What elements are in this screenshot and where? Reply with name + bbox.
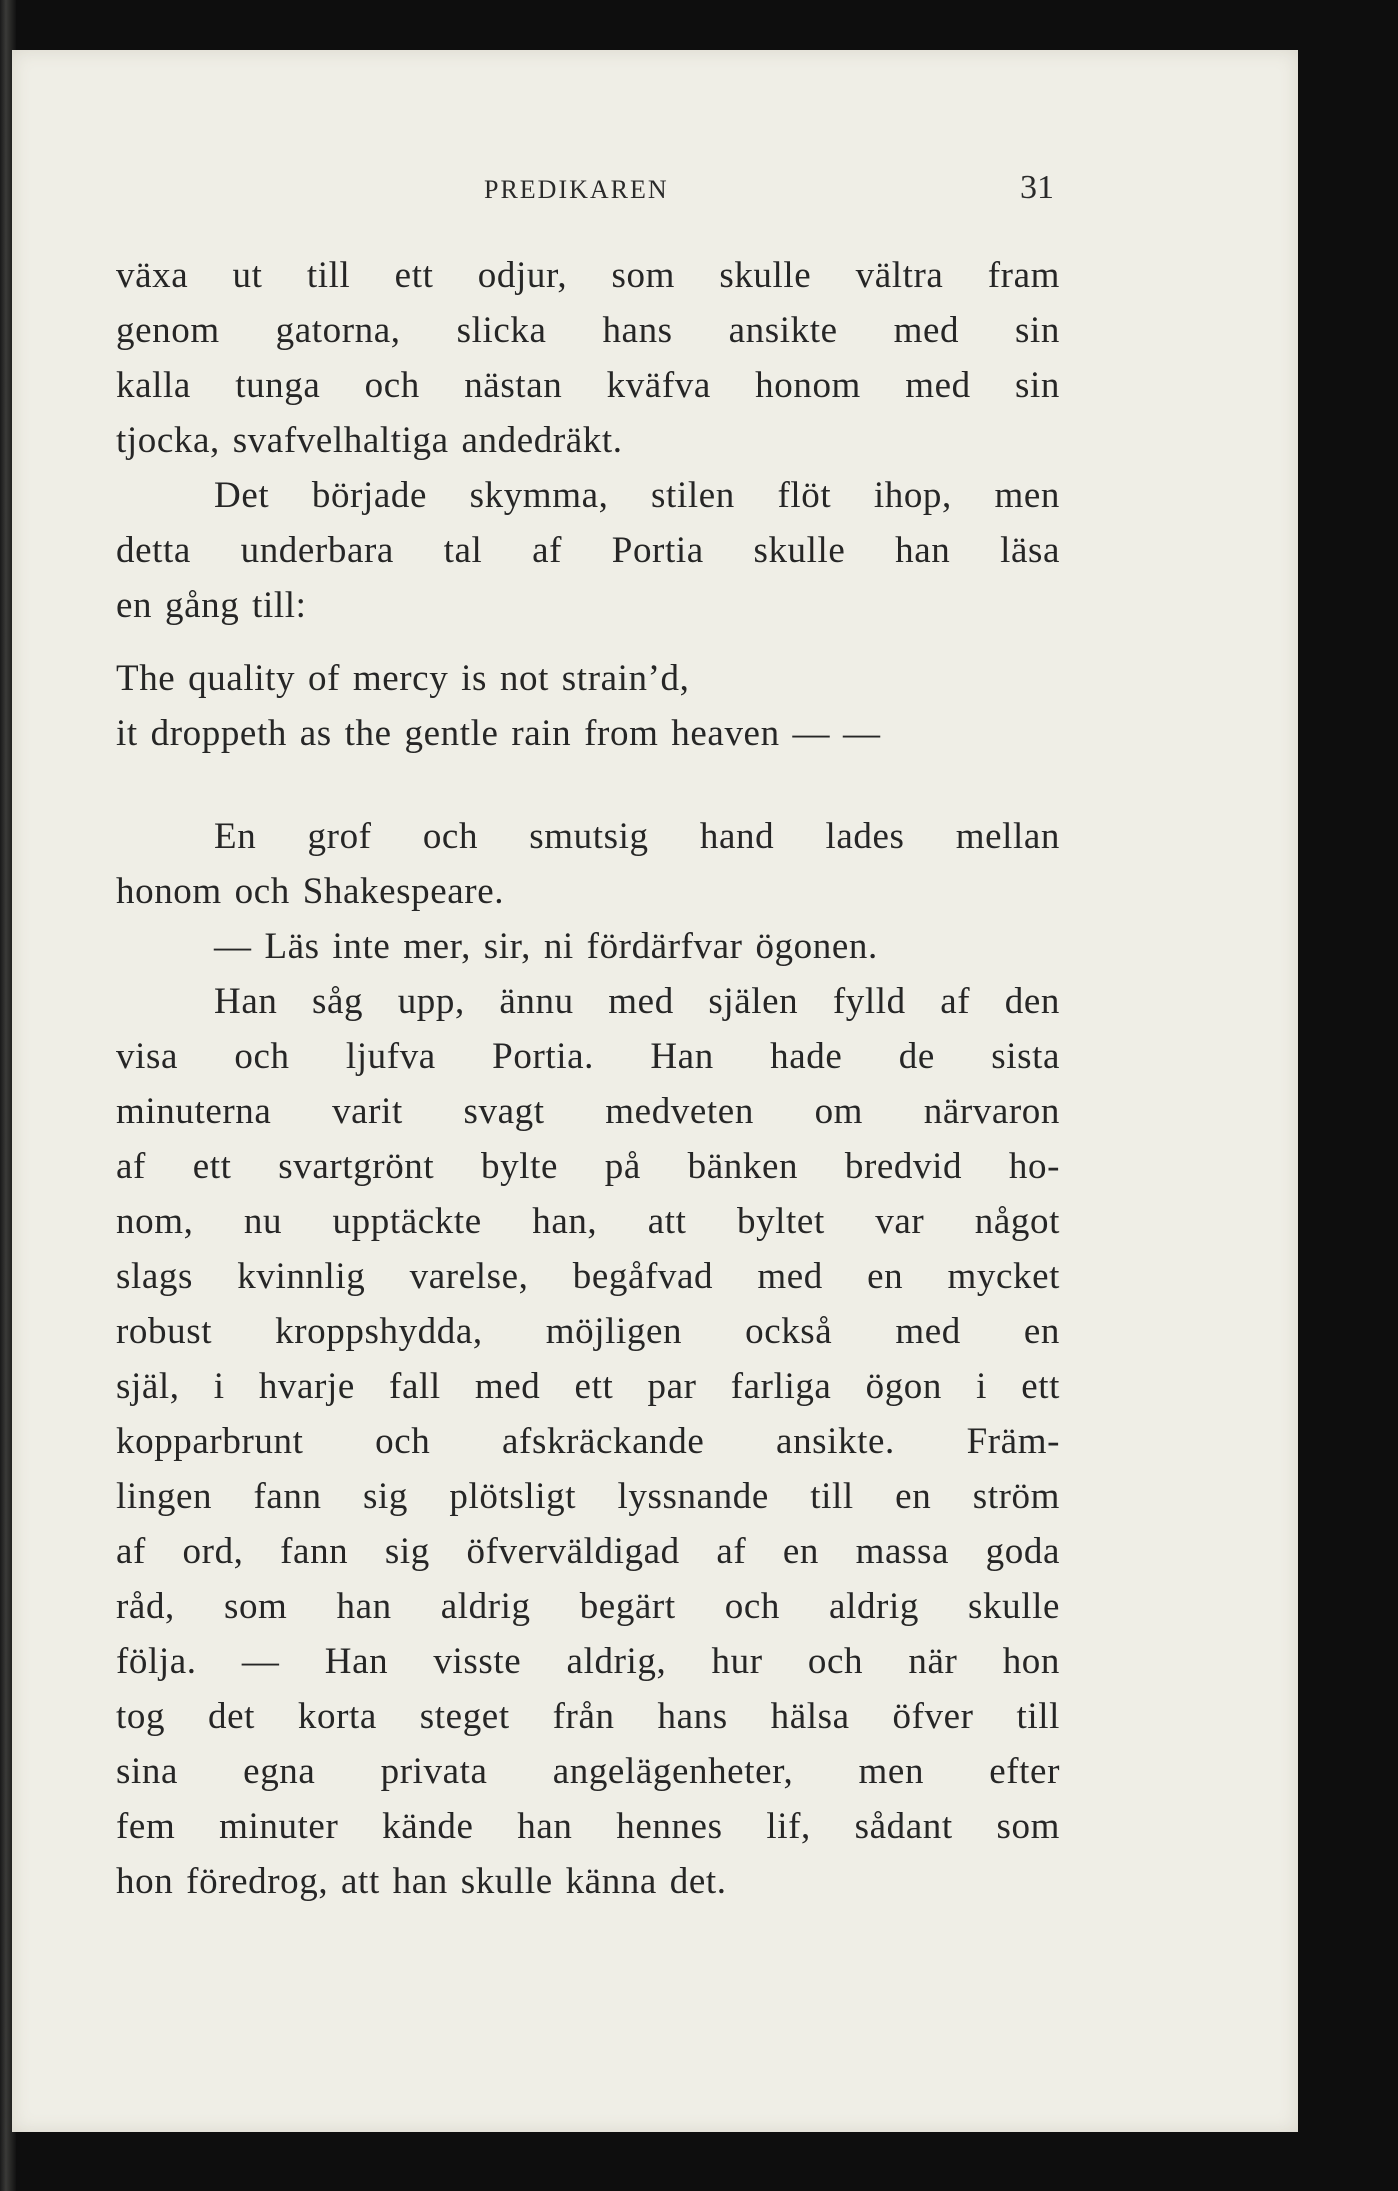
text-line: fem minuter kände han hennes lif, sådant som: [116, 1806, 1060, 1847]
paragraph-1: [116, 248, 1060, 468]
text-line: tjocka, svafvelhaltiga andedräkt.: [116, 420, 623, 461]
paragraph-2: [116, 468, 1060, 633]
text-line: af ett svartgrönt bylte på bänken bredvid ho-: [116, 1146, 1060, 1187]
text-line: hon föredrog, att han skulle känna det.: [116, 1861, 727, 1902]
text-line: robust kroppshydda, möjligen också med en: [116, 1311, 1060, 1352]
text-line: minuterna varit svagt medveten om närvaron: [116, 1091, 1060, 1132]
text-line: — Läs inte mer, sir, ni fördärfvar ögonen.: [214, 926, 878, 967]
text-line: honom och Shakespeare.: [116, 871, 505, 912]
text-line: visa och ljufva Portia. Han hade de sista: [116, 1036, 1060, 1077]
text-line: växa ut till ett odjur, som skulle vältra fram: [116, 255, 1060, 296]
shakespeare-quote: [116, 651, 1060, 761]
running-head-title: PREDIKAREN: [484, 175, 669, 204]
text-line: sina egna privata angelägenheter, men efter: [116, 1751, 1060, 1792]
running-head: [12, 169, 1298, 215]
book-page: [12, 50, 1298, 2132]
body-text: [116, 248, 1060, 1909]
text-line: råd, som han aldrig begärt och aldrig skulle: [116, 1586, 1060, 1627]
paragraph-4: [116, 919, 1060, 974]
text-line: genom gatorna, slicka hans ansikte med sin: [116, 310, 1060, 351]
text-line: en gång till:: [116, 585, 307, 626]
text-line: kalla tunga och nästan kväfva honom med sin: [116, 365, 1060, 406]
text-line: af ord, fann sig öfverväldigad af en massa goda: [116, 1531, 1060, 1572]
text-line: kopparbrunt och afskräckande ansikte. Främ-: [116, 1421, 1060, 1462]
quote-line: it droppeth as the gentle rain from heaven — —: [116, 713, 881, 754]
text-line: En grof och smutsig hand lades mellan: [214, 816, 1060, 857]
text-line: nom, nu upptäckte han, att byltet var något: [116, 1201, 1060, 1242]
text-line: Det började skymma, stilen flöt ihop, men: [214, 475, 1060, 516]
text-line: själ, i hvarje fall med ett par farliga ögon i ett: [116, 1366, 1060, 1407]
paragraph-3: [116, 809, 1060, 919]
text-line: detta underbara tal af Portia skulle han läsa: [116, 530, 1060, 571]
text-line: slags kvinnlig varelse, begåfvad med en mycket: [116, 1256, 1060, 1297]
text-line: tog det korta steget från hans hälsa öfver till: [116, 1696, 1060, 1737]
page-number: 31: [1020, 169, 1054, 206]
text-line: Han såg upp, ännu med själen fylld af den: [214, 981, 1060, 1022]
paragraph-5: [116, 974, 1060, 1909]
text-line: följa. — Han visste aldrig, hur och när hon: [116, 1641, 1060, 1682]
quote-line: The quality of mercy is not strain’d,: [116, 658, 690, 699]
text-line: lingen fann sig plötsligt lyssnande till en ström: [116, 1476, 1060, 1517]
